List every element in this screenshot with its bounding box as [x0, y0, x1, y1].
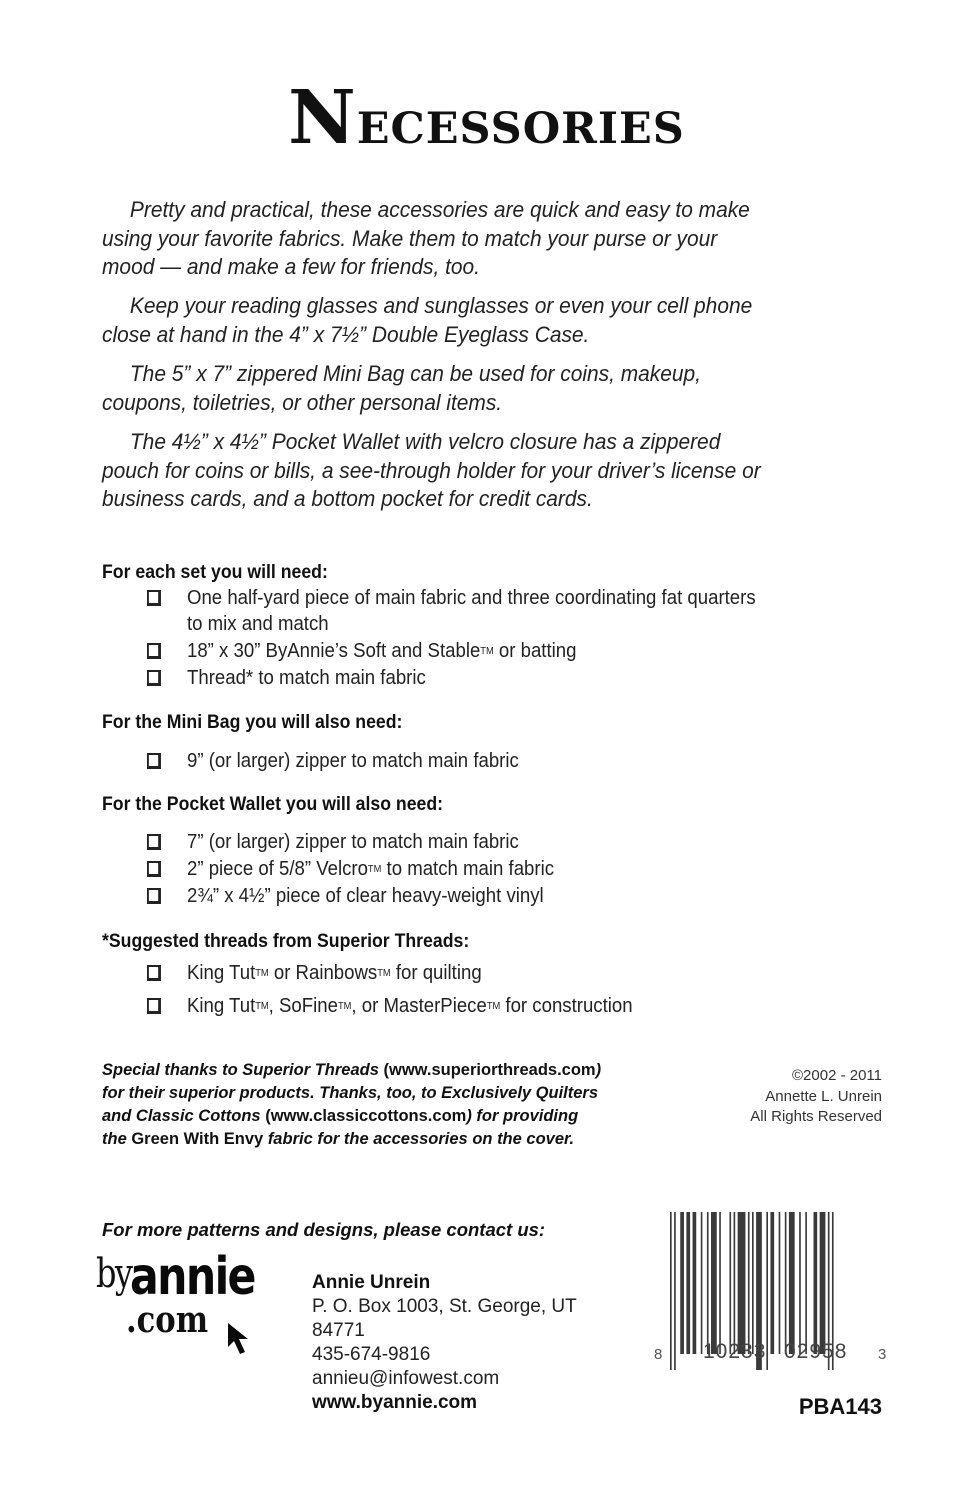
section-heading-pocket-wallet: For the Pocket Wallet you will also need:: [102, 794, 444, 815]
barcode-bar: [693, 1212, 697, 1354]
checklist-item: 2” piece of 5/8” VelcroTM to match main fabric: [147, 856, 554, 883]
checkbox-icon[interactable]: [147, 834, 161, 850]
checklist-item: One half-yard piece of main fabric and three coordinating fat quarters to mix and match: [147, 585, 756, 637]
barcode-lead-digit: 8: [654, 1346, 663, 1363]
intro-paragraph-2: Keep your reading glasses and sunglasses or even your cell phone close at hand in the 4” x 7½” Double Eyeglass Case.: [102, 293, 753, 347]
checklist-item: 2¾” x 4½” piece of clear heavy-weight vinyl: [147, 883, 544, 909]
superior-threads-url[interactable]: (www.superiorthreads.com: [383, 1061, 596, 1079]
checklist-item: 18” x 30” ByAnnie’s Soft and StableTM or batting: [147, 638, 576, 665]
classic-cottons-url[interactable]: (www.classiccottons.com: [265, 1107, 467, 1125]
intro-paragraph-1: Pretty and practical, these accessories are quick and easy to make using your favorite fabrics. Make them to match your purse or your mood — and make a few for friends, too.: [102, 197, 750, 279]
trademark-symbol: TM: [367, 864, 382, 875]
checklist-item: 9” (or larger) zipper to match main fabric: [147, 748, 519, 774]
checkbox-icon[interactable]: [147, 861, 161, 877]
barcode-bar: [770, 1212, 774, 1354]
barcode-bar: [719, 1212, 721, 1354]
trademark-symbol: TM: [480, 646, 494, 657]
barcode-bar: [670, 1212, 672, 1370]
barcode-bar: [799, 1212, 801, 1354]
section-heading-threads: *Suggested threads from Superior Threads:: [102, 931, 470, 952]
checklist-item: 7” (or larger) zipper to match main fabric: [147, 829, 519, 855]
barcode-bar: [789, 1212, 795, 1354]
barcode-bar: [779, 1212, 781, 1354]
barcode-bar: [748, 1212, 750, 1354]
checklist-item: King TutTM, SoFineTM, or MasterPieceTM for construction: [147, 993, 633, 1020]
intro-paragraph-3: The 5” x 7” zippered Mini Bag can be used for coins, makeup, coupons, toiletries, or other personal items.: [102, 361, 701, 415]
barcode-bar: [680, 1212, 684, 1354]
checkbox-icon[interactable]: [147, 998, 161, 1014]
barcode: [650, 1210, 890, 1380]
barcode-bar: [785, 1212, 787, 1354]
barcode-bar: [711, 1212, 717, 1354]
barcode-check-digit: 3: [878, 1346, 887, 1363]
barcode-bar: [707, 1212, 709, 1354]
checklist-item: Thread* to match main fabric: [147, 665, 426, 691]
checkbox-icon[interactable]: [147, 643, 161, 659]
barcode-bar: [752, 1212, 754, 1354]
contact-address: Annie Unrein P. O. Box 1003, St. George, UT 84771 435-674-9816 annieu@infowest.com www.byannie.com: [312, 1272, 577, 1413]
barcode-bar: [734, 1212, 736, 1354]
contact-name: Annie Unrein: [312, 1272, 431, 1293]
contact-heading: For more patterns and designs, please contact us:: [102, 1219, 546, 1240]
barcode-bar: [674, 1212, 676, 1370]
barcode-bar: [738, 1212, 746, 1354]
section-heading-each-set: For each set you will need:: [102, 562, 328, 583]
barcode-bar: [686, 1212, 690, 1354]
pattern-code: PBA143: [798, 1394, 882, 1419]
barcode-bars: [650, 1210, 890, 1370]
barcode-left-group: 10233: [703, 1340, 767, 1363]
checkbox-icon[interactable]: [147, 753, 161, 769]
barcode-bar: [814, 1212, 818, 1354]
mouse-pointer-icon: [226, 1321, 254, 1357]
byannie-logo: by annie .com: [92, 1253, 282, 1363]
barcode-bar: [805, 1212, 807, 1354]
barcode-right-group: 02958: [784, 1340, 848, 1363]
barcode-bar: [820, 1212, 826, 1354]
checkbox-icon[interactable]: [147, 670, 161, 686]
barcode-bar: [701, 1212, 703, 1354]
barcode-bar: [729, 1212, 731, 1354]
section-heading-mini-bag: For the Mini Bag you will also need:: [102, 712, 403, 733]
intro-paragraph-4: The 4½” x 4½” Pocket Wallet with velcro closure has a zippered pouch for coins or bills, a see-through holder for your driver’s license or business cards, and a bottom pocket for credit cards.: [102, 429, 761, 511]
checkbox-icon[interactable]: [147, 965, 161, 981]
checklist-item: King TutTM or RainbowsTM for quilting: [147, 960, 482, 987]
checkbox-icon[interactable]: [147, 590, 161, 606]
acknowledgements: Special thanks to Superior Threads (www.superiorthreads.com) for their superior products. Thanks, too, to Exclusively Quilters and Classic Cottons (www.classiccottons.com) for providing the Green With Envy fabric for the accessories on the cover.: [102, 1061, 602, 1148]
barcode-bar: [766, 1212, 768, 1370]
copyright-notice: ©2002 - 2011 Annette L. Unrein All Rights Reserved: [750, 1067, 882, 1125]
contact-email[interactable]: annieu@infowest.com: [312, 1368, 500, 1389]
contact-phone[interactable]: 435-674-9816: [312, 1344, 431, 1365]
contact-website[interactable]: www.byannie.com: [312, 1392, 478, 1413]
page-title: Necessories: [288, 75, 685, 161]
checkbox-icon[interactable]: [147, 888, 161, 904]
